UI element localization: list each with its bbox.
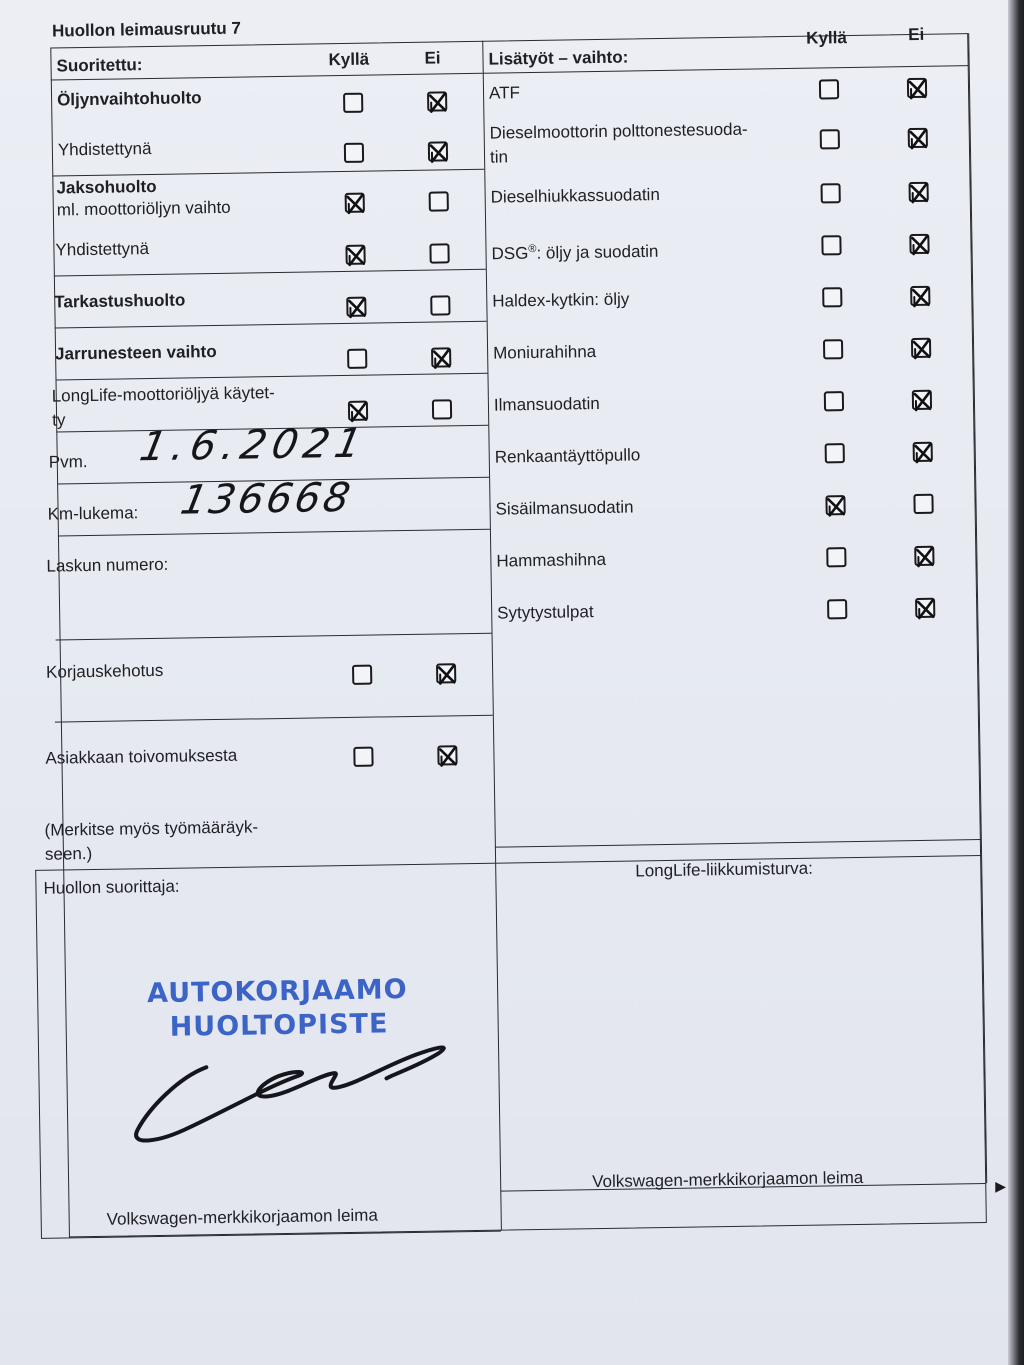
booklet-edge bbox=[1008, 0, 1024, 1365]
checkbox-extra-work-no[interactable] bbox=[910, 286, 930, 306]
service-label-interval: Jaksohuolto bbox=[56, 176, 157, 198]
longlife-mobility-label: LongLife-liikkumisturva: bbox=[635, 858, 814, 881]
extra-work-label-rest: : öljy ja suodatin bbox=[536, 241, 659, 263]
check-mark-icon bbox=[914, 597, 938, 621]
left-header-no: Ei bbox=[424, 48, 441, 68]
note-line-2: seen.) bbox=[44, 844, 93, 864]
checkbox-extra-work-no[interactable] bbox=[907, 78, 927, 98]
left-header-yes: Kyllä bbox=[328, 49, 370, 70]
checkbox-brake-fluid-yes[interactable] bbox=[347, 349, 367, 369]
service-label-inspection: Tarkastushuolto bbox=[54, 290, 186, 312]
checkbox-combined-2-no[interactable] bbox=[429, 243, 449, 263]
service-label-combined-1: Yhdistettynä bbox=[57, 138, 152, 160]
right-header-no: Ei bbox=[908, 24, 925, 45]
extra-work-label: Moniurahihna bbox=[492, 342, 597, 363]
check-mark-icon bbox=[426, 90, 450, 114]
checkbox-brake-fluid-no[interactable] bbox=[431, 347, 451, 367]
checkbox-extra-work-no[interactable] bbox=[914, 546, 934, 566]
checkbox-repair-no[interactable] bbox=[436, 663, 456, 683]
checkbox-customer-no[interactable] bbox=[437, 745, 457, 765]
checkbox-extra-work-yes[interactable] bbox=[820, 129, 840, 149]
checkbox-extra-work-yes[interactable] bbox=[821, 235, 841, 255]
service-label-oil-change: Öljynvaihtohuolto bbox=[56, 88, 202, 110]
right-dealer-stamp-label: Volkswagen-merkkikorjaamon leima bbox=[592, 1167, 864, 1192]
check-mark-icon bbox=[907, 127, 931, 151]
check-mark-icon bbox=[344, 244, 368, 268]
service-sublabel-longlife-oil: ty bbox=[51, 410, 66, 430]
checkbox-oil-change-no[interactable] bbox=[427, 91, 447, 111]
checkbox-inspection-no[interactable] bbox=[430, 295, 450, 315]
km-value-handwritten: 136668 bbox=[176, 474, 357, 524]
check-mark-icon bbox=[435, 662, 459, 686]
workshop-stamp-line-1: AUTOKORJAAMO bbox=[146, 974, 408, 1010]
km-label: Km-lukema: bbox=[47, 503, 139, 524]
checkbox-combined-1-no[interactable] bbox=[428, 141, 448, 161]
customer-request-label: Asiakkaan toivomuksesta bbox=[45, 745, 238, 768]
check-mark-icon bbox=[911, 389, 935, 413]
extra-work-label: Haldex-kytkin: öljy bbox=[492, 289, 630, 311]
check-mark-icon bbox=[913, 545, 937, 569]
service-performer-label: Huollon suorittaja: bbox=[43, 876, 180, 898]
invoice-number-label: Laskun numero: bbox=[46, 554, 169, 576]
checkbox-extra-work-yes[interactable] bbox=[823, 339, 843, 359]
checkbox-extra-work-yes[interactable] bbox=[824, 391, 844, 411]
note-line-1: (Merkitse myös työmääräyk- bbox=[44, 817, 259, 840]
checkbox-extra-work-no[interactable] bbox=[915, 598, 935, 618]
checkbox-repair-yes[interactable] bbox=[352, 665, 372, 685]
checkbox-extra-work-yes[interactable] bbox=[827, 599, 847, 619]
service-label-combined-2: Yhdistettynä bbox=[55, 239, 150, 260]
checkbox-inspection-yes[interactable] bbox=[346, 297, 366, 317]
checkbox-extra-work-yes[interactable] bbox=[822, 287, 842, 307]
checkbox-longlife-oil-no[interactable] bbox=[432, 399, 452, 419]
workshop-stamp-line-2: HUOLTOPISTE bbox=[169, 1008, 389, 1043]
checkbox-longlife-oil-yes[interactable] bbox=[348, 401, 368, 421]
form-title: Huollon leimausruutu 7 bbox=[51, 18, 242, 41]
checkbox-interval-no[interactable] bbox=[429, 191, 449, 211]
extra-work-label bbox=[491, 236, 658, 265]
extra-work-label: Sisäilmansuodatin bbox=[495, 497, 634, 519]
check-mark-icon bbox=[430, 346, 454, 370]
checkbox-extra-work-no[interactable] bbox=[913, 494, 933, 514]
service-sublabel-interval: ml. moottoriöljyn vaihto bbox=[56, 197, 231, 220]
checkbox-extra-work-yes[interactable] bbox=[826, 547, 846, 567]
right-header-yes: Kyllä bbox=[806, 28, 848, 48]
extra-work-label: Dieselhiukkassuodatin bbox=[490, 185, 660, 207]
check-mark-icon bbox=[345, 296, 369, 320]
check-mark-icon bbox=[910, 337, 934, 361]
checkbox-extra-work-no[interactable] bbox=[912, 390, 932, 410]
check-mark-icon bbox=[909, 285, 933, 309]
checkbox-oil-change-yes[interactable] bbox=[343, 93, 363, 113]
checkbox-extra-work-yes[interactable] bbox=[825, 495, 845, 515]
checkbox-extra-work-yes[interactable] bbox=[821, 183, 841, 203]
extra-work-label: Dieselmoottorin polttonestesuoda- bbox=[489, 119, 748, 143]
service-label-longlife-oil: LongLife-moottoriöljyä käytet- bbox=[51, 383, 275, 406]
extra-work-label: Renkaantäyttöpullo bbox=[494, 445, 641, 467]
extra-work-label: Ilmansuodatin bbox=[493, 393, 600, 415]
check-mark-icon bbox=[906, 77, 930, 101]
check-mark-icon bbox=[344, 192, 368, 216]
extra-work-sublabel: tin bbox=[489, 147, 509, 167]
check-mark-icon bbox=[824, 494, 848, 518]
checkbox-extra-work-no[interactable] bbox=[913, 442, 933, 462]
checkbox-extra-work-yes[interactable] bbox=[825, 443, 845, 463]
repair-recommendation-label: Korjauskehotus bbox=[45, 660, 164, 682]
signature bbox=[118, 1033, 460, 1148]
checkbox-extra-work-no[interactable] bbox=[911, 338, 931, 358]
check-mark-icon bbox=[907, 181, 931, 205]
checkbox-extra-work-yes[interactable] bbox=[819, 79, 839, 99]
checkbox-interval-yes[interactable] bbox=[345, 193, 365, 213]
checkbox-extra-work-no[interactable] bbox=[909, 234, 929, 254]
checkbox-customer-yes[interactable] bbox=[353, 747, 373, 767]
checkbox-combined-1-yes[interactable] bbox=[344, 143, 364, 163]
service-label-brake-fluid: Jarrunesteen vaihto bbox=[54, 341, 217, 364]
check-mark-icon bbox=[427, 140, 451, 164]
check-mark-icon bbox=[908, 233, 932, 257]
extra-work-label: ATF bbox=[488, 83, 521, 103]
date-label: Pvm. bbox=[48, 452, 88, 472]
left-dealer-stamp-label: Volkswagen-merkkikorjaamon leima bbox=[106, 1205, 378, 1229]
extra-work-label-main: DSG bbox=[491, 243, 529, 264]
checkbox-extra-work-no[interactable] bbox=[908, 182, 928, 202]
right-header-label: Lisätyöt – vaihto: bbox=[488, 47, 629, 69]
extra-work-label: Sytytystulpat bbox=[497, 602, 594, 623]
extra-work-label: Hammashihna bbox=[496, 549, 607, 571]
check-mark-icon bbox=[436, 744, 460, 768]
next-page-arrow-icon: ▶ bbox=[995, 1178, 1006, 1194]
left-header-label: Suoritettu: bbox=[56, 55, 143, 76]
check-mark-icon bbox=[912, 441, 936, 465]
date-value-handwritten: 1.6.2021 bbox=[136, 420, 372, 471]
service-stamp-form bbox=[22, 15, 991, 1240]
registered-mark: ® bbox=[528, 242, 537, 256]
checkbox-combined-2-yes[interactable] bbox=[345, 245, 365, 265]
checkbox-extra-work-no[interactable] bbox=[908, 128, 928, 148]
